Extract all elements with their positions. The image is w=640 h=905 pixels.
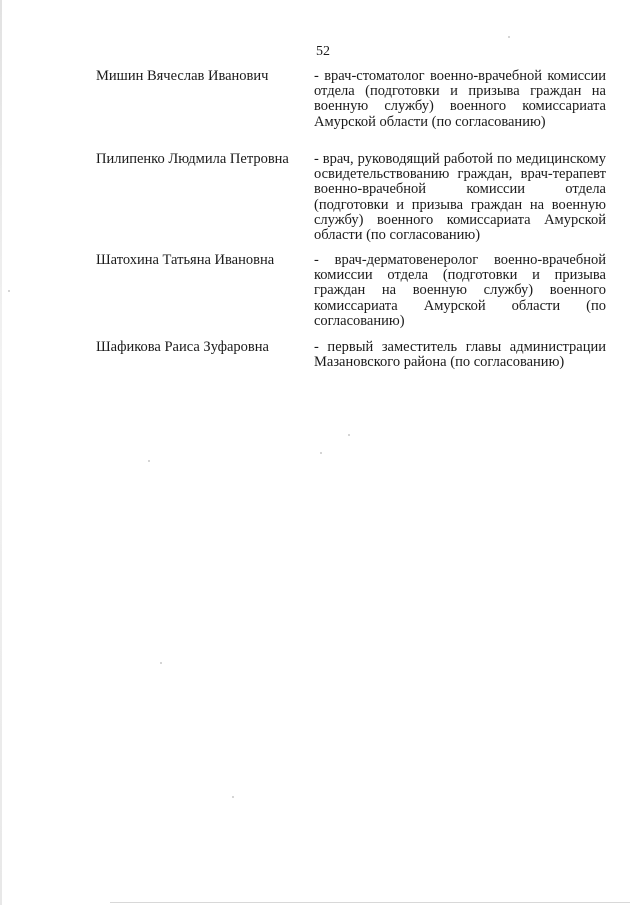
member-name: Пилипенко Людмила Петровна: [96, 151, 289, 167]
member-name: Мишин Вячеслав Иванович: [96, 68, 269, 84]
scan-speck: [232, 796, 234, 798]
scan-speck: [508, 36, 510, 38]
member-role: - врач-стоматолог военно-врачебной комиссии отдела (подготовки и призыва граждан на военную службу) военного комиссариата Амурской области (по согласованию): [314, 68, 606, 130]
scan-speck: [8, 290, 10, 292]
scan-left-edge: [0, 0, 2, 905]
member-role: - первый заместитель главы администрации Мазановского района (по согласованию): [314, 339, 606, 371]
member-role: - врач, руководящий работой по медицинскому освидетельствованию граждан, врач-терапевт военно-врачебной комиссии отдела (подготовки и призыва граждан на военную службу) военного комиссариата Амурской области (по согласованию): [314, 151, 606, 244]
member-role: - врач-дерматовенеролог военно-врачебной комиссии отдела (подготовки и призыва граждан на военную службу) военного комиссариата Амурской области (по согласованию): [314, 252, 606, 329]
scan-speck: [320, 452, 322, 454]
scan-bottom-edge: [110, 902, 630, 903]
page-number: 52: [316, 44, 330, 59]
scan-speck: [160, 662, 162, 664]
scan-speck: [348, 434, 350, 436]
member-name: Шатохина Татьяна Ивановна: [96, 252, 275, 268]
member-name: Шафикова Раиса Зуфаровна: [96, 339, 269, 355]
scan-speck: [148, 460, 150, 462]
